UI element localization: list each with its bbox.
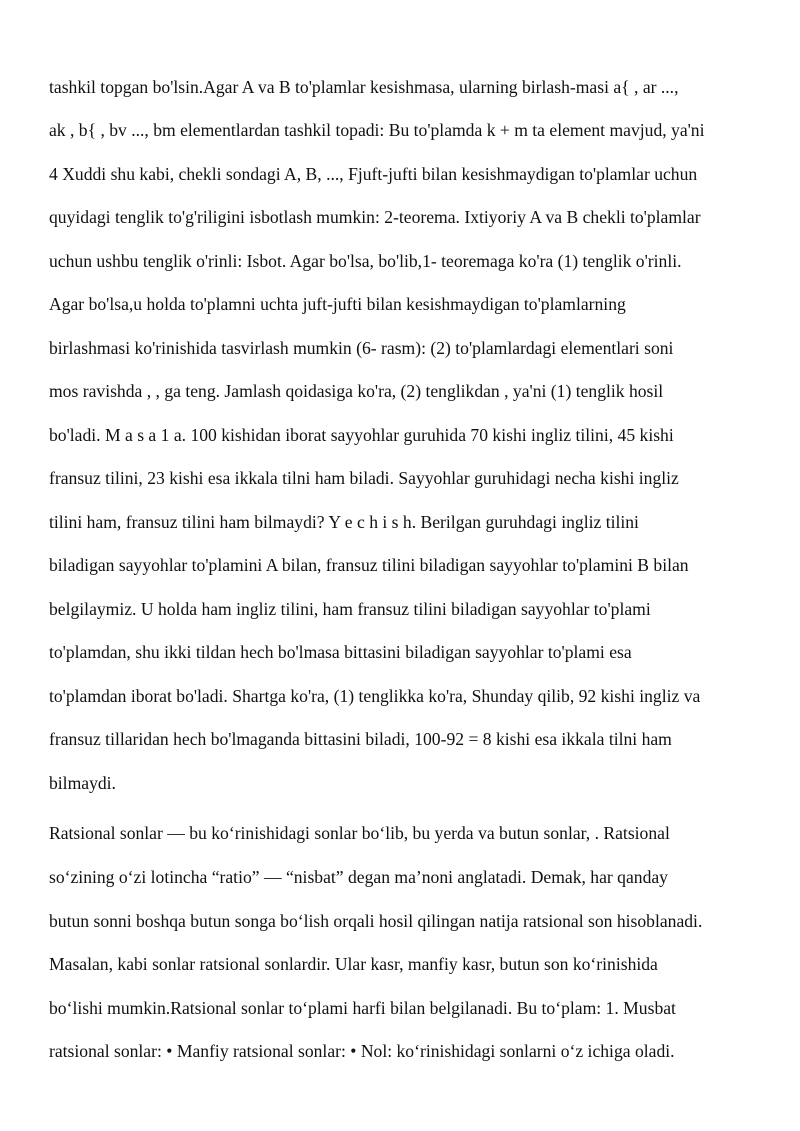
text-line: uchun ushbu tenglik o'rinli: Isbot. Agar bo'lsa, bo'lib,1- teoremaga ko'ra (1) tenglik o'rinli. (49, 251, 682, 271)
text-line: tilini ham, fransuz tilini ham bilmaydi? Y e c h i s h. Berilgan guruhdagi ingliz tilini (49, 512, 639, 532)
text-line: to'plamdan iborat bo'ladi. Shartga ko'ra, (1) tenglikka ko'ra, Shunday qilib, 92 kishi ingliz va (49, 686, 701, 706)
text-line: to'plamdan, shu ikki tildan hech bo'lmasa bittasini biladigan sayyohlar to'plami esa (49, 642, 632, 662)
text-line: so‘zining o‘zi lotincha “ratio” — “nisbat” degan ma’noni anglatadi. Demak, har qanday (49, 867, 668, 887)
text-line: ak , b{ , bv ..., bm elementlardan tashkil topadi: Bu to'plamda k + m ta element mavjud, ya'ni (49, 120, 705, 140)
text-line: Agar bo'lsa,u holda to'plamni uchta juft-jufti bilan kesishmaydigan to'plamlarning (49, 294, 626, 314)
text-line: butun sonni boshqa butun songa bo‘lish orqali hosil qilingan natija ratsional son hisoblanadi. (49, 911, 703, 931)
text-line: bo‘lishi mumkin.Ratsional sonlar to‘plami harfi bilan belgilanadi. Bu to‘plam: 1. Musbat (49, 998, 676, 1018)
text-line: quyidagi tenglik to'g'riligini isbotlash mumkin: 2-teorema. Ixtiyoriy A va B chekli to'plamlar (49, 207, 701, 227)
text-line: birlashmasi ko'rinishida tasvirlash mumkin (6- rasm): (2) to'plamlardagi elementlari soni (49, 338, 674, 358)
text-line: fransuz tilini, 23 kishi esa ikkala tilni ham biladi. Sayyohlar guruhidagi necha kishi ingliz (49, 468, 679, 488)
text-line: Ratsional sonlar — bu ko‘rinishidagi sonlar bo‘lib, bu yerda va butun sonlar, . Ratsional (49, 823, 670, 843)
text-line: Masalan, kabi sonlar ratsional sonlardir. Ular kasr, manfiy kasr, butun son ko‘rinishida (49, 954, 658, 974)
text-line: bilmaydi. (49, 773, 116, 793)
text-line: biladigan sayyohlar to'plamini A bilan, fransuz tilini biladigan sayyohlar to'plamini B bilan (49, 555, 689, 575)
text-line: 4 Xuddi shu kabi, chekli sondagi A, B, ..., Fjuft-jufti bilan kesishmaydigan to'plamlar uchun (49, 164, 698, 184)
text-line: bo'ladi. M a s a 1 a. 100 kishidan iborat sayyohlar guruhida 70 kishi ingliz tilini, 45 kishi (49, 425, 674, 445)
text-line: belgilaymiz. U holda ham ingliz tilini, ham fransuz tilini biladigan sayyohlar to'plami (49, 599, 651, 619)
text-line: ratsional sonlar: • Manfiy ratsional sonlar: • Nol: ko‘rinishidagi sonlarni o‘z ichiga oladi. (49, 1041, 675, 1061)
text-line: mos ravishda , , ga teng. Jamlash qoidasiga ko'ra, (2) tenglikdan , ya'ni (1) tenglik hosil (49, 381, 664, 401)
text-line: tashkil topgan bo'lsin.Agar A va B to'plamlar kesishmasa, ularning birlash-masi a{ , ar ..., (49, 77, 679, 97)
text-line: fransuz tillaridan hech bo'lmaganda bittasini biladi, 100-92 = 8 kishi esa ikkala tilni ham (49, 729, 672, 749)
